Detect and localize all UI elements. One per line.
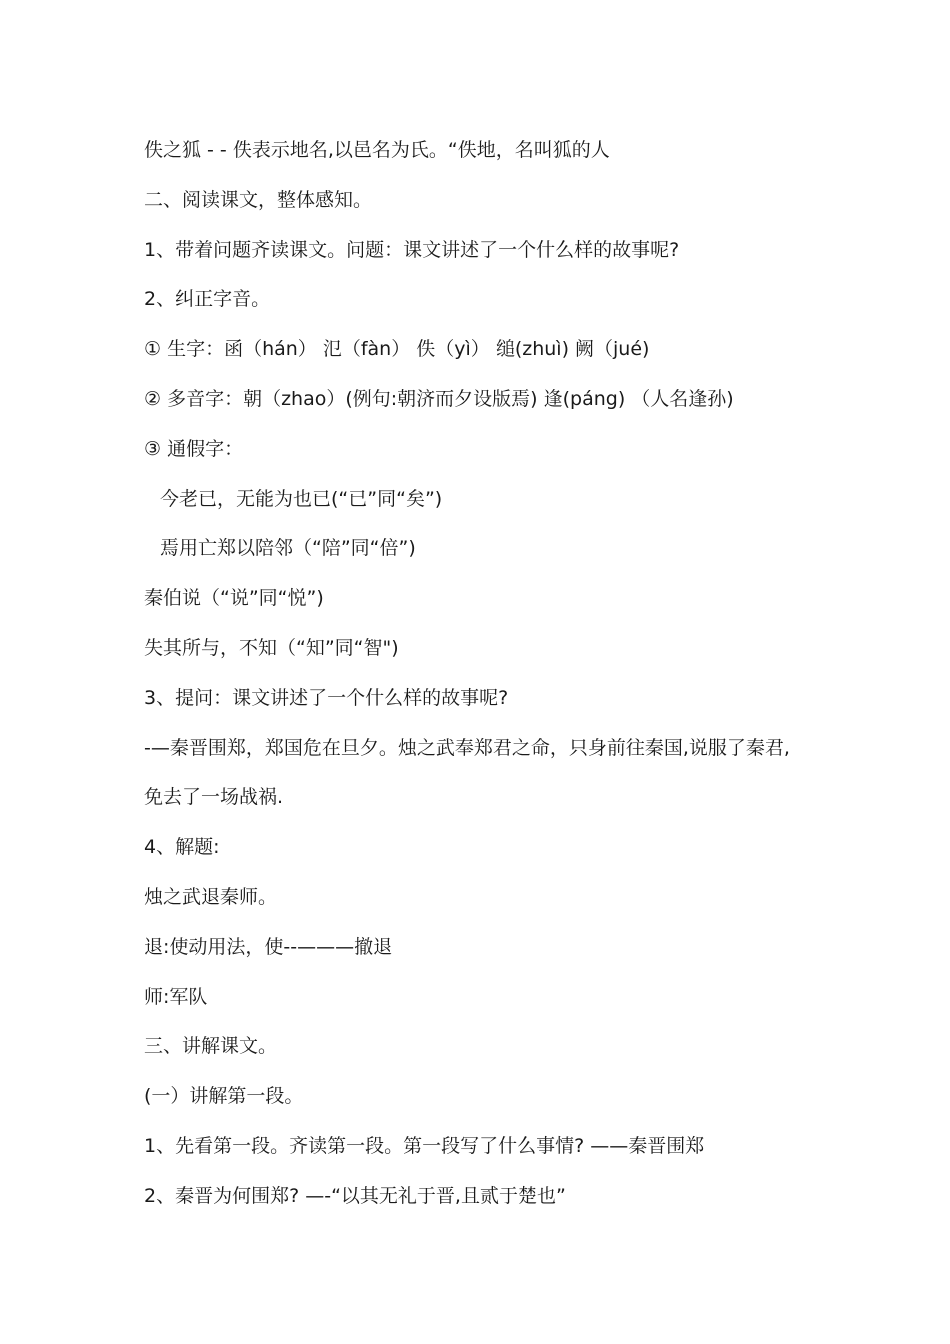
- text-line-11: 失其所与，不知（“知”同“智"): [144, 636, 399, 659]
- text-line-1: 佚之狐 - - 佚表示地名,以邑名为氏。“佚地，名叫狐的人: [144, 139, 610, 161]
- text-line-18: 师:军队: [144, 985, 208, 1008]
- text-line-3: 1、带着问题齐读课文。问题：课文讲述了一个什么样的故事呢?: [144, 238, 680, 261]
- text-line-4: 2、纠正字音。: [144, 288, 271, 311]
- text-line-15: 4、解题:: [144, 836, 220, 859]
- text-line-8: 今老已，无能为也已(“已”同“矣”): [160, 487, 443, 510]
- text-line-5: ① 生字：函（hán） 氾（fàn） 佚（yì） 缒(zhuì) 阙（jué): [144, 338, 650, 361]
- text-line-17: 退:使动用法，使--———撤退: [144, 935, 393, 958]
- text-line-9: 焉用亡郑以陪邻（“陪”同“倍”): [160, 537, 416, 560]
- text-line-21: 1、先看第一段。齐读第一段。第一段写了什么事情? ——秦晋围郑: [144, 1134, 705, 1157]
- text-line-10: 秦伯说（“说”同“悦”): [144, 587, 324, 610]
- text-line-12: 3、提问：课文讲述了一个什么样的故事呢?: [144, 686, 509, 709]
- text-line-14: 免去了一场战祸.: [144, 786, 284, 809]
- text-line-6: ② 多音字：朝（zhao）(例句:朝济而夕设版焉) 逢(páng) （人名逢孙): [144, 387, 734, 410]
- section-heading-19: 三、讲解课文。: [144, 1035, 278, 1058]
- section-heading-2: 二、阅读课文，整体感知。: [144, 188, 373, 211]
- document-body: [144, 131, 864, 1227]
- text-line-20: (一）讲解第一段。: [144, 1085, 304, 1108]
- text-line-13: -—秦晋围郑，郑国危在旦夕。烛之武奉郑君之命，只身前往秦国,说服了秦君,: [144, 736, 790, 759]
- text-line-16: 烛之武退秦师。: [144, 885, 278, 908]
- text-line-22: 2、秦晋为何围郑? —-“以其无礼于晋,且贰于楚也”: [144, 1184, 566, 1207]
- text-line-7: ③ 通假字：: [144, 437, 244, 460]
